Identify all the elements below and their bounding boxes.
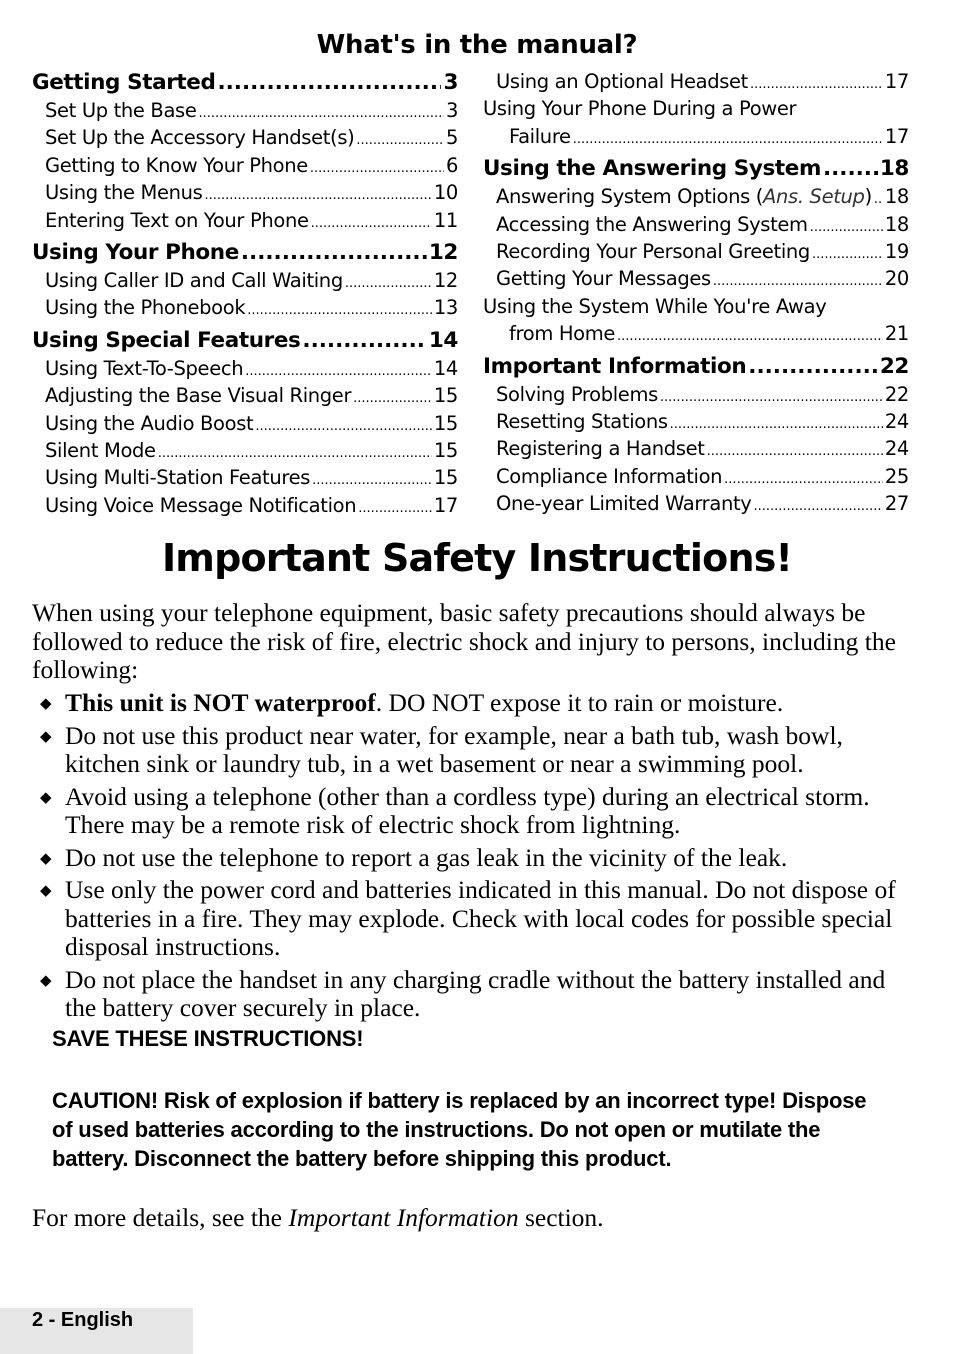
toc-entry	[32, 179, 458, 206]
toc-leader-dots	[302, 326, 426, 355]
toc-entry-label: Using the Phonebook	[45, 296, 246, 320]
page-number-label: 2 - English	[32, 1309, 134, 1331]
toc-entry-label: Entering Text on Your Phone	[45, 208, 309, 232]
more-details-suffix: section.	[518, 1203, 604, 1232]
toc-entry	[32, 355, 458, 382]
toc-page-number: 19	[884, 239, 909, 263]
toc-entry-label: Answering System Options (	[496, 185, 764, 209]
toc-entry	[32, 97, 458, 124]
toc-page-number: 13	[433, 296, 458, 320]
toc-leader-dots	[353, 382, 432, 412]
toc-leader-dots	[345, 267, 432, 297]
more-details-line	[32, 1204, 917, 1233]
toc-entry	[483, 211, 909, 238]
toc-entry	[32, 124, 458, 151]
toc-section-entry	[483, 154, 909, 183]
more-details-reference: Important Information	[288, 1203, 519, 1232]
toc-page-number: 15	[433, 411, 458, 435]
safety-bullet-text: Do not place the handset in any charging cradle without the battery installed and the battery cover securely in place.	[65, 964, 886, 1022]
diamond-bullet-icon: ◆	[40, 850, 52, 867]
toc-page-number: 14	[428, 327, 458, 353]
toc-leader-dots	[310, 152, 444, 182]
safety-bullet-emphasis: This unit is NOT waterproof	[65, 688, 376, 717]
toc-entry-label: Getting to Know Your Phone	[45, 153, 308, 177]
toc-leader-dots	[217, 68, 441, 97]
toc-entry-label: Using Voice Message Notification	[45, 493, 357, 517]
toc-entry	[32, 492, 458, 519]
toc-leader-dots	[713, 265, 883, 295]
toc-page-number: 18	[884, 212, 909, 236]
toc-leader-dots	[199, 97, 444, 127]
toc-entry-label: Recording Your Personal Greeting	[496, 239, 810, 263]
safety-bullet	[40, 783, 920, 840]
toc-page-number: 27	[884, 492, 909, 516]
toc-entry	[483, 463, 909, 490]
toc-entry	[483, 265, 909, 292]
toc-entry-label-suffix: )	[864, 185, 872, 209]
toc-page-number: 6	[445, 153, 458, 177]
toc-leader-dots	[750, 68, 883, 98]
toc-page-number: 20	[884, 267, 909, 291]
safety-bullet	[40, 722, 920, 779]
safety-bullet-text: Use only the power cord and batteries indicated in this manual. Do not dispose of batteries in a fire. They may explode. Check with local codes for possible special disposal instructions.	[65, 875, 896, 961]
save-instructions-heading: SAVE THESE INSTRUCTIONS!	[52, 1026, 364, 1051]
toc-page-number: 14	[433, 356, 458, 380]
toc-entry	[483, 68, 909, 95]
toc-entry-label: from Home	[509, 322, 616, 346]
toc-entry-label: Using Multi-Station Features	[45, 466, 311, 490]
toc-entry-label: Registering a Handset	[496, 437, 705, 461]
safety-bullet	[40, 844, 920, 873]
toc-section-entry	[483, 352, 909, 381]
safety-bullet	[40, 966, 920, 1023]
toc-page-number: 5	[445, 126, 458, 150]
toc-entry-label: Accessing the Answering System	[496, 212, 808, 236]
toc-entry	[32, 267, 458, 294]
page-footer	[0, 1308, 193, 1354]
toc-entry	[483, 238, 909, 265]
toc-section-entry	[32, 326, 458, 355]
toc-leader-dots	[810, 211, 883, 241]
toc-page-number: 17	[884, 124, 909, 148]
toc-page-number: 22	[884, 382, 909, 406]
toc-page-number: 18	[879, 156, 909, 182]
toc-entry-label: Using an Optional Headset	[496, 70, 748, 93]
toc-page-number: 3	[445, 99, 458, 122]
toc-page-number: 24	[884, 409, 909, 433]
toc-entry-note: Ans. Setup	[763, 185, 865, 209]
toc-entry	[483, 95, 909, 122]
toc-entry-label: Using Your Phone	[32, 239, 239, 265]
toc-entry-label: Using Your Phone During a Power	[483, 97, 797, 121]
toc-entry	[483, 320, 909, 347]
toc-page-number: 15	[433, 384, 458, 408]
diamond-bullet-icon: ◆	[40, 972, 52, 989]
toc-page-number: 18	[884, 185, 909, 209]
toc-entry-label: Important Information	[483, 353, 747, 379]
toc-page-number: 17	[884, 70, 909, 93]
safety-bullet-text: Do not use this product near water, for example, near a bath tub, wash bowl, kitchen sink or laundry tub, in a wet basement or near a swimming pool.	[65, 720, 843, 778]
toc-entry-label: Solving Problems	[496, 382, 658, 406]
toc-leader-dots	[245, 355, 432, 385]
toc-section-entry	[32, 68, 458, 97]
toc-leader-dots	[617, 320, 883, 350]
toc-page-number: 10	[433, 181, 458, 205]
toc-entry	[32, 207, 458, 234]
toc-entry-label: Silent Mode	[45, 438, 156, 462]
toc-leader-dots	[753, 490, 882, 520]
toc-entry-label: Compliance Information	[496, 464, 723, 488]
more-details-text: For more details, see the	[32, 1203, 289, 1232]
toc-entry-label: Using Special Features	[32, 327, 301, 353]
toc-page-number: 21	[884, 322, 909, 346]
diamond-bullet-icon: ◆	[40, 789, 52, 806]
toc-entry-label: Using Caller ID and Call Waiting	[45, 268, 343, 292]
toc-entry	[483, 490, 909, 517]
toc-entry-label: Getting Your Messages	[496, 267, 711, 291]
toc-entry-label: One-year Limited Warranty	[496, 492, 752, 516]
safety-bullet-text: Do not use the telephone to report a gas leak in the vicinity of the leak.	[65, 842, 788, 872]
toc-entry-label: Adjusting the Base Visual Ringer	[45, 384, 352, 408]
toc-entry	[32, 152, 458, 179]
toc-page-number: 22	[879, 353, 909, 379]
toc-leader-dots	[247, 294, 432, 324]
toc-page-number: 17	[433, 493, 458, 517]
toc-entry-label: Resetting Stations	[496, 409, 668, 433]
diamond-bullet-icon: ◆	[40, 883, 52, 899]
toc-leader-dots	[748, 352, 878, 381]
toc-right-column	[483, 68, 909, 517]
toc-entry	[483, 123, 909, 150]
toc-leader-dots	[823, 154, 878, 183]
toc-leader-dots	[358, 492, 432, 522]
toc-entry	[32, 464, 458, 491]
toc-leader-dots	[255, 410, 432, 440]
toc-entry	[483, 435, 909, 462]
toc-leader-dots	[573, 123, 883, 153]
toc-leader-dots	[204, 179, 431, 209]
toc-entry	[483, 183, 909, 210]
toc-entry	[32, 437, 458, 464]
toc-leader-dots	[158, 437, 432, 467]
toc-entry	[483, 408, 909, 435]
toc-title: What's in the manual?	[316, 30, 638, 60]
toc-page-number: 12	[433, 268, 458, 292]
toc-page-number: 12	[428, 239, 458, 265]
toc-entry	[483, 381, 909, 408]
toc-entry-label: Set Up the Base	[45, 99, 197, 122]
toc-leader-dots	[724, 463, 883, 493]
toc-entry	[32, 382, 458, 409]
toc-page-number: 11	[433, 208, 458, 232]
toc-entry-label: Getting Started	[32, 70, 216, 95]
toc-leader-dots	[670, 408, 883, 438]
toc-leader-dots	[812, 238, 883, 268]
toc-entry	[483, 293, 909, 320]
toc-page-number: 3	[443, 70, 458, 95]
safety-bullet-text: Avoid using a telephone (other than a cordless type) during an electrical storm. There may be a remote risk of electric shock from lightning.	[65, 781, 870, 839]
toc-page-number: 24	[884, 437, 909, 461]
safety-bullet-text: . DO NOT expose it to rain or moisture.	[375, 688, 784, 717]
toc-page-number: 25	[884, 464, 909, 488]
toc-entry-label: Using the Answering System	[483, 156, 821, 182]
toc-page-number: 15	[433, 466, 458, 490]
toc-leader-dots	[356, 124, 444, 154]
safety-intro: When using your telephone equipment, basic safety precautions should always be followed to reduce the risk of fire, electric shock and injury to persons, including the following:	[32, 598, 896, 684]
toc-entry	[32, 294, 458, 321]
toc-entry-label: Set Up the Accessory Handset(s)	[45, 126, 355, 150]
toc-entry	[32, 410, 458, 437]
toc-leader-dots	[312, 464, 432, 494]
diamond-bullet-icon: ◆	[40, 696, 52, 712]
toc-leader-dots	[707, 435, 883, 465]
toc-entry-label: Using the Menus	[45, 181, 203, 205]
toc-page-number: 15	[433, 438, 458, 462]
safety-bullet-list	[40, 689, 920, 1027]
toc-entry-label: Failure	[509, 124, 571, 148]
toc-leader-dots	[241, 238, 427, 267]
toc-entry-label: Using the Audio Boost	[45, 411, 254, 435]
toc-leader-dots	[874, 183, 883, 213]
safety-bullet	[40, 876, 920, 962]
safety-bullet	[40, 689, 920, 718]
toc-leader-dots	[311, 207, 432, 237]
toc-left-column	[32, 68, 458, 519]
toc-section-entry	[32, 238, 458, 267]
safety-title: Important Safety Instructions!	[161, 536, 793, 580]
diamond-bullet-icon: ◆	[40, 728, 52, 745]
toc-leader-dots	[660, 381, 883, 411]
toc-entry-label: Using the System While You're Away	[483, 294, 827, 318]
caution-notice: CAUTION! Risk of explosion if battery is replaced by an incorrect type! Dispose of used batteries according to the instructions. Do not open or mutilate the battery. Disconnect the battery before shipping this product.	[52, 1088, 867, 1171]
toc-entry-label: Using Text-To-Speech	[45, 356, 244, 380]
